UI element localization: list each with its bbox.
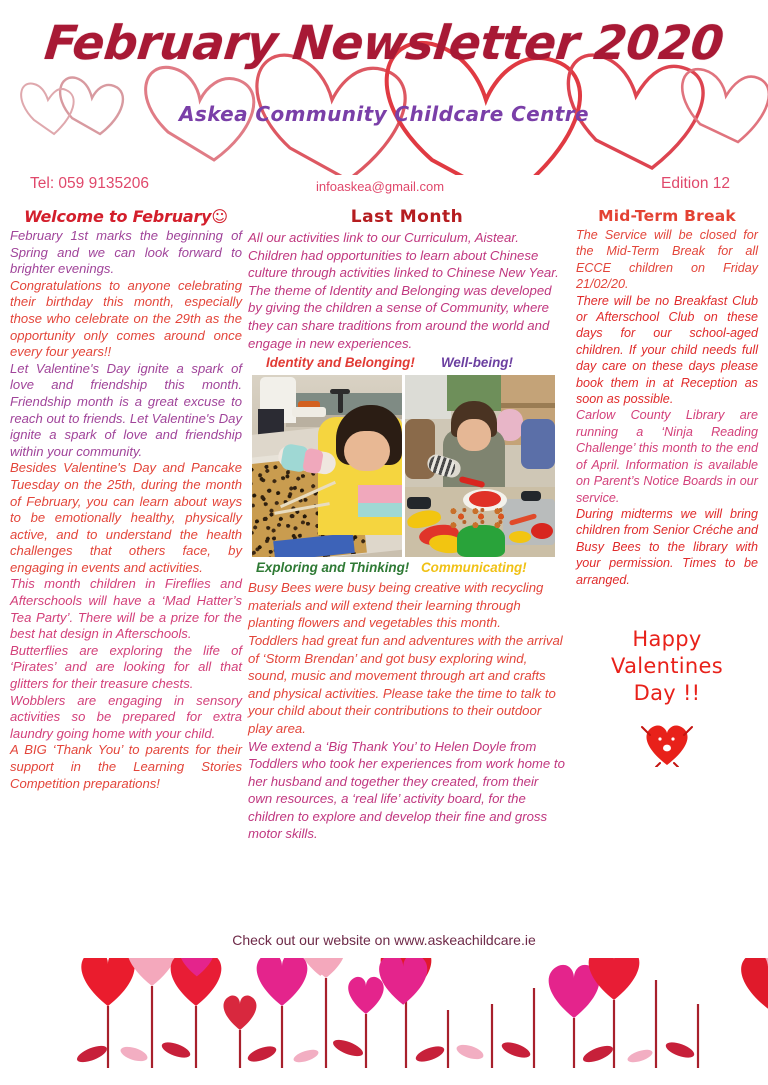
photo-playdough-activity xyxy=(405,375,555,557)
page-title: February Newsletter 2020 xyxy=(41,16,727,71)
left-paragraph-8: A BIG ‘Thank You’ to parents for their support in the Learning Stories Competition preparations! xyxy=(10,742,242,791)
edition-number: Edition 12 xyxy=(661,175,730,192)
left-paragraph-3: Let Valentine's Day ignite a spark of love and friendship this month. Friendship month is a great excuse to reach out to friends. Let Valentine's Day ignite a spark of love and friendship within your community. xyxy=(10,360,242,459)
website-footer: Check out our website on www.askeachildcare.ie xyxy=(232,932,536,948)
mid-paragraph-4: Toddlers had great fun and adventures with the arrival of ‘Storm Brendan’ and got busy exploring wind, sound, music and movement through art and crafts and physical activities. Please take the time to talk to your child about their contributions to their outdoor play area. xyxy=(248,632,563,736)
right-paragraph-4: During midterms we will bring children from Senior Créche and Busy Bees to the library with your permission. Times to be arranged. xyxy=(576,506,758,587)
mid-paragraph-2: The theme of Identity and Belonging was developed by giving the children a sense of Community, where they can share traditions from around the world and engage in new experiences. xyxy=(248,282,552,351)
right-paragraph-2: There will be no Breakfast Club or Afterschool Club on these days for our school-aged children. If your child needs full day care on these days please book them in at Reception as soon as possible. xyxy=(576,293,758,407)
right-paragraph-3: Carlow County Library are running a ‘Ninja Reading Challenge’ this month to the end of April. Information is available on Parent’s Notice Boards in our service. xyxy=(576,408,758,505)
phone-number: Tel: 059 9135206 xyxy=(30,175,149,192)
newsletter-header xyxy=(0,0,768,175)
right-paragraph-1: The Service will be closed for the Mid-Term Break for all ECCE children on Friday 21/02/20. xyxy=(576,228,758,292)
caption-well-being: Well-being! xyxy=(441,355,513,371)
caption-identity-and-belonging: Identity and Belonging! xyxy=(266,355,415,371)
mid-paragraph-5: We extend a ‘Big Thank You’ to Helen Doyle from Toddlers who took her experiences from work home to her husband and together they created, from their own resources, a ‘real life’ activity board, for the children to explore and develop their fine and gross motor skills. xyxy=(248,738,565,842)
left-paragraph-2: Congratulations to anyone celebrating their birthday this month, especially those who celebrate on the 29th as the opportunity only comes around once every four years!! xyxy=(10,277,242,360)
welcome-heading: Welcome to February☺ xyxy=(24,207,228,226)
cartoon-heart-icon xyxy=(640,721,694,767)
photo-captions-top xyxy=(248,355,566,374)
content-columns xyxy=(0,207,768,842)
valentine-line-3: Day !! xyxy=(633,680,701,705)
mid-term-break-heading: Mid-Term Break xyxy=(598,207,736,225)
organisation-name: Askea Community Childcare Centre xyxy=(179,102,589,126)
valentine-greeting xyxy=(576,626,758,772)
left-paragraph-7: Wobblers are engaging in sensory activities so be prepared for extra laundry going home with your child. xyxy=(10,692,242,741)
left-paragraph-6: Butterflies are exploring the life of ‘Pirates’ and are looking for all that glitters for their treasure chests. xyxy=(10,642,242,692)
mid-paragraph-1: All our activities link to our Curriculum, Aistear. Children had opportunities to learn about Chinese culture through activities linked to Chinese New Year. xyxy=(248,230,559,281)
photo-sensory-play xyxy=(252,375,402,557)
email-address[interactable]: infoaskea@gmail.com xyxy=(316,179,445,194)
mid-paragraph-3: Busy Bees were busy being creative with recycling materials and will extend their learning through planting flowers and vegetables this month. xyxy=(248,580,544,631)
last-month-heading: Last Month xyxy=(350,207,464,227)
right-column xyxy=(576,207,758,772)
valentine-line-1: Happy xyxy=(632,626,702,651)
left-paragraph-4: Besides Valentine's Day and Pancake Tuesday on the 25th, during the month of February, you can learn about ways to be emotionally healthy, physically active, and to understand the health challenges that others face, by engaging in events and activities. xyxy=(10,460,242,575)
caption-communicating: Communicating! xyxy=(421,560,527,576)
caption-exploring-and-thinking: Exploring and Thinking! xyxy=(256,560,410,576)
photo-captions-bottom xyxy=(248,560,566,579)
bottom-heart-flower-border xyxy=(0,958,768,1085)
middle-column xyxy=(248,207,566,843)
left-paragraph-1: February 1st marks the beginning of Spring and we can look forward to brighter evenings. xyxy=(10,228,242,277)
contact-row xyxy=(0,175,768,207)
left-column xyxy=(10,207,242,792)
valentine-line-2: Valentines xyxy=(611,653,723,678)
photo-row xyxy=(248,375,566,557)
left-paragraph-5: This month children in Fireflies and Afterschools will have a ‘Mad Hatter’s Tea Party’. There will be a prize for the best hat design in Afterschools. xyxy=(10,576,242,642)
